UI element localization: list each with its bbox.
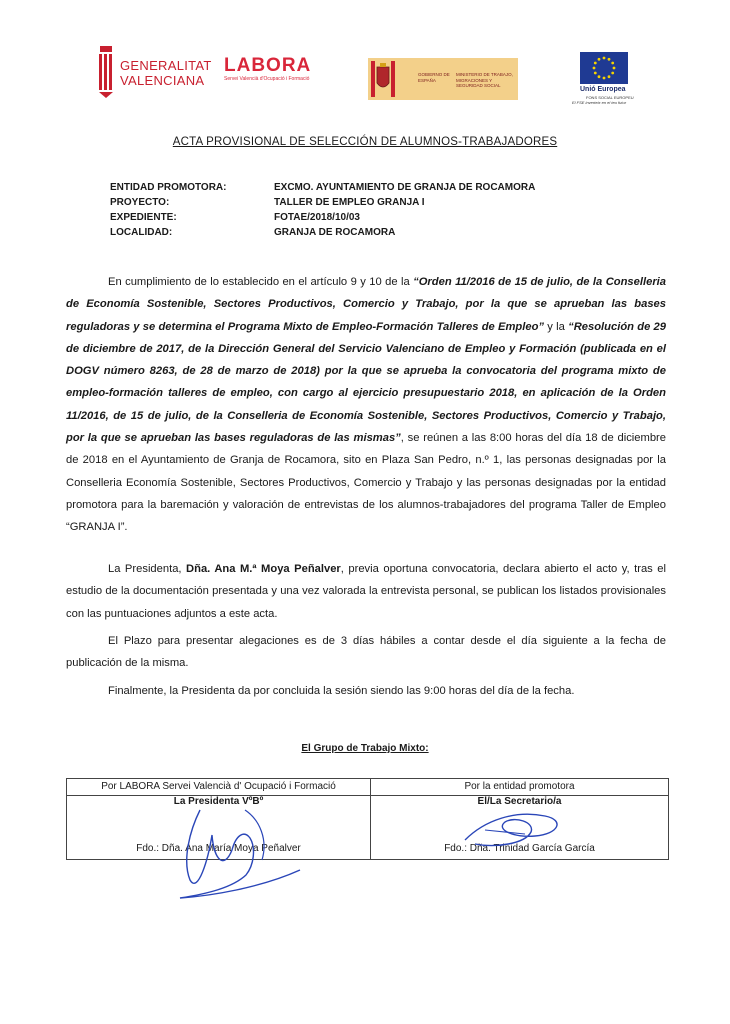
grupo-heading: El Grupo de Trabajo Mixto: [301, 743, 429, 754]
detail-value: GRANJA DE ROCAMORA [274, 227, 396, 238]
p1-text-e: , se reúnen a las 8:00 horas del día 18 de diciembre de 2018 en el Ayuntamiento de Granja de Rocamora, sito en Plaza San Pedro, n.º 1, las personas designadas por la Conselleria Economía Sostenible, Sectores Productivos, Comercio y Trabajo y las personas designadas por la entidad promotora para la baremación y valoración de entrevistas de los alumnos-trabajadores del programa Taller de Empleo “GRANJA I”. [66, 432, 666, 534]
signature-header: Por LABORA Servei Valencià d' Ocupació i Formació [67, 779, 370, 796]
generalitat-crest-icon [98, 46, 114, 98]
p1-resolucion-citation: “Resolución de 29 de diciembre de 2017, de la Dirección General del Servicio Valenciano de Empleo y Formación (publicada en el DOGV número 8263, de 28 de marzo de 2018) por la que se aprueba la convocatoria del programa mixto de empleo-formación talleres de empleo, con cargo al ejercicio presupuestario 2018, en aplicación de la Orden 11/2016, de 15 de julio, de la Conselleria de Economía Sostenible, Sectores Productivos, Comercio y Trabajo, por la que se aprueban las bases reguladoras de las mismas” [66, 320, 666, 445]
p3-text: El Plazo para presentar alegaciones es de 3 días hábiles a contar desde el día siguiente a la fecha de publicación de la misma. [66, 635, 666, 670]
detail-value: TALLER DE EMPLEO GRANJA I [274, 197, 425, 208]
p2-text-c: , previa oportuna convocatoria, declara abierto el acto y, tras el estudio de la documentación presentada y una vez valorada la entrevista personal, se publican los listados provisionales con las puntuaciones adjuntos a este acta. [66, 563, 666, 620]
paragraph-cierre [66, 680, 666, 702]
presidenta-signature-scribble [150, 790, 330, 910]
detail-value: FOTAE/2018/10/03 [274, 212, 360, 223]
eu-name: Unió Europea [580, 86, 626, 93]
secretaria-signature-scribble [455, 800, 575, 860]
p2-president-name: Dña. Ana M.ª Moya Peñalver [186, 563, 341, 575]
detail-value: EXCMO. AYUNTAMIENTO DE GRANJA DE ROCAMORA [274, 182, 536, 193]
labora-logo [224, 56, 311, 83]
gobierno-label: GOBIERNO DE ESPAÑA [418, 72, 450, 83]
detail-label: ENTIDAD PROMOTORA: [110, 182, 227, 193]
signature-role: El/La Secretario/a [477, 796, 562, 807]
paragraph-plazo [66, 630, 666, 675]
signature-role: La Presidenta VºBº [173, 796, 264, 807]
detail-row [110, 225, 535, 240]
detail-row [110, 210, 535, 225]
eu-slogan: El FSE inverteix en el teu futur [572, 100, 627, 105]
labora-wordmark: LABORA [224, 55, 312, 76]
union-europea-logo [570, 52, 634, 106]
detail-label: EXPEDIENTE: [110, 212, 177, 223]
detail-label: PROYECTO: [110, 197, 170, 208]
paragraph-legal-basis [66, 271, 666, 539]
p2-text-a: La Presidenta, [108, 563, 187, 575]
detail-row [110, 195, 535, 210]
project-details [110, 180, 535, 240]
signature-name: Fdo.: Dña. Ana María Moya Peñalver [136, 843, 301, 854]
p4-text: Finalmente, la Presidenta da por concluida la sesión siendo las 9:00 horas del día de la fecha. [108, 685, 575, 697]
spain-coat-of-arms-icon [371, 61, 395, 97]
ministerio-label: MINISTERIO DE TRABAJO, MIGRACIONES Y SEGURIDAD SOCIAL [456, 72, 513, 88]
signature-name: Fdo.: Dña. Trinidad García García [444, 843, 595, 854]
eu-flag-icon [580, 52, 628, 84]
detail-label: LOCALIDAD: [110, 227, 173, 238]
p1-text-a: En cumplimiento de lo establecido en el artículo 9 y 10 de la [108, 276, 414, 288]
labora-subtitle: Servei Valencià d'Ocupació i Formació [224, 76, 310, 82]
gv-line2: VALENCIANA [120, 73, 205, 88]
p1-text-c: y la [544, 320, 569, 333]
gv-line1: GENERALITAT [120, 58, 212, 73]
document-title: ACTA PROVISIONAL DE SELECCIÓN DE ALUMNOS-TRABAJADORES [172, 136, 558, 148]
signature-header: Por la entidad promotora [371, 779, 668, 796]
gobierno-espana-logo [368, 58, 518, 100]
generalitat-valenciana-logo [98, 46, 212, 98]
eu-fund-label: FONS SOCIAL EUROPEU [586, 95, 634, 100]
paragraph-presidenta [66, 558, 666, 625]
p1-orden-citation: “Orden 11/2016 de 15 de julio, de la Conselleria de Economía Sostenible, Sectores Productivos, Comercio y Trabajo, por la que se aprueban las bases reguladoras y se determina el Programa Mixto de Empleo-Formación Talleres de Empleo” [66, 276, 667, 333]
detail-row [110, 180, 535, 195]
